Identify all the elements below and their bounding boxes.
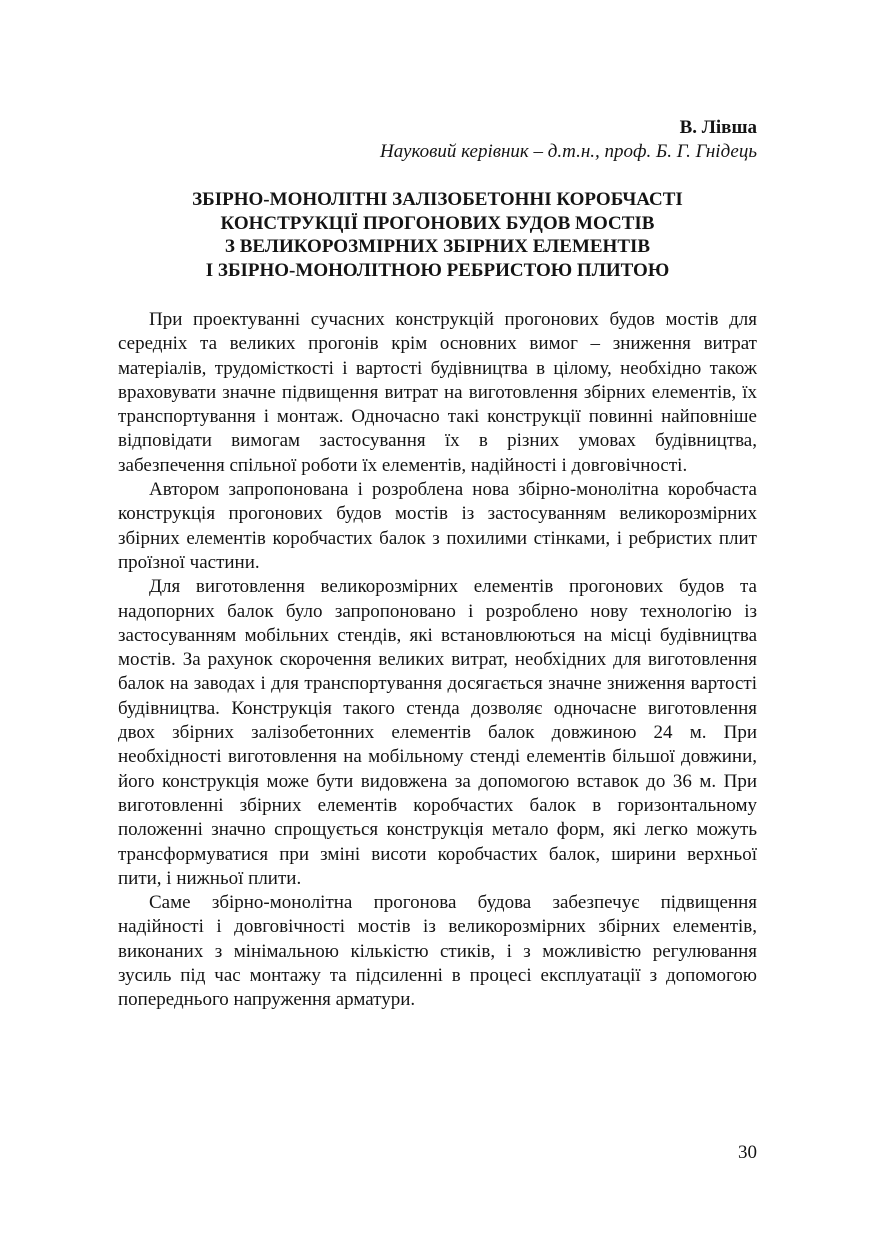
article-title — [118, 188, 757, 282]
page-number: 30 — [738, 1142, 757, 1163]
body-paragraph: Саме збірно-монолітна прогонова будова забезпечує підвищення надійності і довговічності мостів із великорозмірних збірних елементів, виконаних з мінімальною кількістю стиків, і з можливістю регулювання зусиль під час монтажу та підсиленні в процесі експлуатації з допомогою попереднього напруження арматури. — [118, 892, 757, 1011]
title-line: ЗБІРНО-МОНОЛІТНІ ЗАЛІЗОБЕТОННІ КОРОБЧАСТІ — [192, 189, 683, 210]
article-body — [118, 308, 757, 1013]
title-line: І ЗБІРНО-МОНОЛІТНОЮ РЕБРИСТОЮ ПЛИТОЮ — [205, 259, 670, 281]
body-paragraph: При проектуванні сучасних конструкцій прогонових будов мостів для середніх та великих прогонів крім основних вимог – зниження витрат матеріалів, трудомісткості і вартості будівництва в цілому, необхідно також враховувати значне підвищення витрат на виготовлення збірних елементів, їх транспортування і монтаж. Одночасно такі конструкції повинні найповніше відповідати вимогам застосування їх в різних умовах будівництва, забезпечення спільної роботи їх елементів, надійності і довговічності. — [118, 309, 757, 476]
body-paragraph: Автором запропонована і розроблена нова збірно-монолітна коробчаста конструкція прогонових будов мостів із застосуванням великорозмірних збірних елементів коробчастих балок з похилими стінками, і ребристих плит проїзної частини. — [118, 479, 757, 573]
title-line: КОНСТРУКЦІЇ ПРОГОНОВИХ БУДОВ МОСТІВ — [220, 212, 655, 234]
title-line: З ВЕЛИКОРОЗМІРНИХ ЗБІРНИХ ЕЛЕМЕНТІВ — [224, 236, 651, 257]
body-paragraph: Для виготовлення великорозмірних елементів прогонових будов та надопорних балок було запропоновано і розроблено нову технологію із застосуванням мобільних стендів, які встановлюються на місці будівництва мостів. За рахунок скорочення великих витрат, необхідних для виготовлення балок на заводах і для транспортування досягається значне зниження вартості будівництва. Конструкція такого стенда дозволяє одночасне виготовлення двох збірних залізобетонних елементів балок довжиною 24 м. При необхідності виготовлення на мобільному стенді елементів більшої довжини, його конструкція може бути видовжена за допомогою вставок до 36 м. При виготовленні збірних елементів коробчастих балок в горизонтальному положенні значно спрощується конструкція метало форм, які легко можуть трансформуватися при зміні висоти коробчастих балок, ширини верхньої пити, і нижньої плити. — [118, 576, 757, 889]
author-name: В. Лівша — [679, 117, 757, 138]
supervisor-line: Науковий керівник – д.т.н., проф. Б. Г. Гнідець — [380, 141, 757, 162]
document-page — [118, 116, 757, 1013]
